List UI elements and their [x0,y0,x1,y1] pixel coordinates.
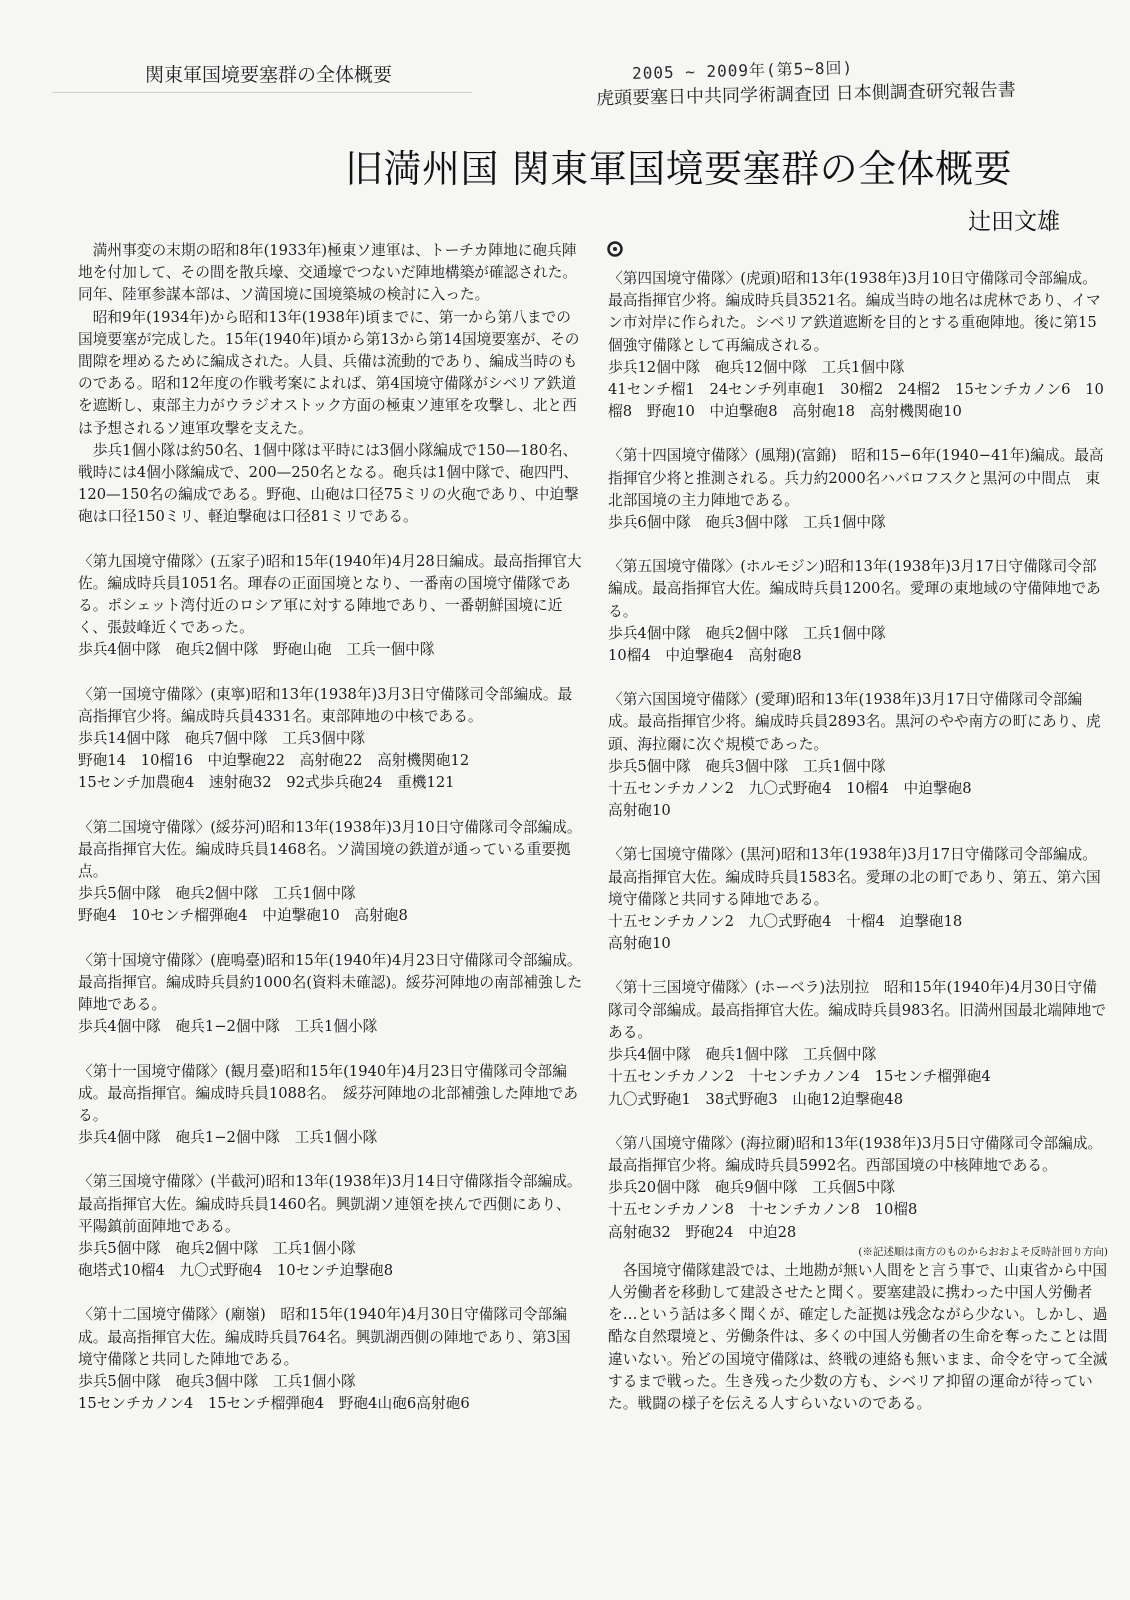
running-head: 関東軍国境要塞群の全体概要 [145,64,393,86]
garrison-weapons: 野砲14 10榴16 中迫撃砲22 高射砲22 高射機関砲12 [78,752,470,770]
garrison-description: 〈第十四国境守備隊〉(風翔)(富錦) 昭和15−6年(1940−41年)編成。最高指揮官少将と推測される。兵力約2000名ハバロフスクと黒河の中間点 東北部国境の主力陣地である。 [608,447,1104,509]
garrison-weapons: 九〇式野砲1 38式野砲3 山砲12迫撃砲48 [608,1090,904,1108]
garrison-weapons: 十五センチカノン2 九〇式野砲4 十榴4 迫撃砲18 [608,913,963,931]
garrison-entry [78,1171,583,1282]
ordering-note: (※記述順は南方のものからおおよそ反時計回り方向) [858,1245,1108,1258]
handwritten-mark-icon [606,240,624,258]
handwritten-source-note: 虎頭要塞日中共同学術調査団 日本側調査研究報告書 [595,79,1016,110]
garrison-forces: 歩兵4個中隊 砲兵1−2個中隊 工兵1個小隊 [78,1129,378,1147]
garrison-forces: 歩兵5個中隊 砲兵3個中隊 工兵1個中隊 [608,757,886,775]
garrison-entry [78,551,583,662]
garrison-forces: 歩兵12個中隊 砲兵12個中隊 工兵1個中隊 [608,358,905,376]
garrison-description: 〈第七国境守備隊〉(黒河)昭和13年(1938年)3月17日守備隊司令部編成。最高指揮官大佐。編成時兵員1583名。愛琿の北の町であり、第五、第六国境守備隊と共同する陣地である。 [608,846,1101,908]
garrison-forces: 歩兵6個中隊 砲兵3個中隊 工兵1個中隊 [608,514,886,532]
garrison-entry [78,684,583,795]
author-name: 辻田文雄 [968,209,1060,235]
garrison-weapons: 野砲4 10センチ榴弾砲4 中迫撃砲10 高射砲8 [78,907,408,925]
garrison-forces: 歩兵4個中隊 砲兵1−2個中隊 工兵1個小隊 [78,1018,378,1036]
garrison-weapons: 高射砲10 [608,802,671,820]
garrison-forces: 歩兵5個中隊 砲兵2個中隊 工兵1個中隊 [78,885,356,903]
garrison-description: 〈第三国境守備隊〉(半截河)昭和13年(1938年)3月14日守備隊指令部編成。最高指揮官大佐。編成時兵員1460名。興凱湖ソ連領を挟んで西側にあり、平陽鎮前面陣地である。 [78,1173,582,1235]
garrison-forces: 歩兵5個中隊 砲兵2個中隊 工兵1個小隊 [78,1239,356,1257]
garrison-description: 〈第十一国境守備隊〉(観月臺)昭和15年(1940年)4月23日守備隊司令部編成。最高指揮官。編成時兵員1088名。 綏芬河陣地の北部補強した陣地である。 [78,1062,579,1124]
garrison-description: 〈第十三国境守備隊〉(ホーベラ)法別拉 昭和15年(1940年)4月30日守備隊司令部編成。最高指揮官大佐。編成時兵員983名。旧満州国最北端陣地である。 [608,979,1107,1041]
right-column [608,268,1108,1415]
garrison-description: 〈第九国境守備隊〉(五家子)昭和15年(1940年)4月28日編成。最高指揮官大佐。編成時兵員1051名。琿春の正面国境となり、一番南の国境守備隊である。ポシェット湾付近のロシア軍に対する陣地であり、一番朝鮮国境に近く、張鼓峰近くであった。 [78,552,582,637]
garrison-entry [78,1304,583,1415]
left-column [78,240,583,1415]
garrison-forces: 歩兵14個中隊 砲兵7個中隊 工兵3個中隊 [78,730,366,748]
garrison-entry [608,556,1108,667]
garrison-entry [608,689,1108,822]
garrison-entry [78,1061,583,1150]
garrison-description: 〈第六国国境守備隊〉(愛琿)昭和13年(1938年)3月17日守備隊司令部編成。最高指揮官少将。編成時兵員2893名。黒河のやや南方の町にあり、虎頭、海拉爾に次ぐ規模であった。 [608,691,1101,753]
garrison-forces: 歩兵4個中隊 砲兵2個中隊 野砲山砲 工兵一個中隊 [78,641,435,659]
garrison-forces: 歩兵4個中隊 砲兵2個中隊 工兵1個中隊 [608,624,886,642]
intro-paragraph: 昭和9年(1934年)から昭和13年(1938年)頃までに、第一から第八までの国境要塞が完成した。15年(1940年)頃から第13から第14国境要塞が、その間隙を埋めるために編成された。人員、兵備は流動的であり、編成当時のものである。昭和12年度の作戦考案によれば、第4国境守備隊がシベリア鉄道を遮断し、東部主力がウラジオストック方面の極東ソ連軍を攻撃し、北と西は予想されるソ連軍攻撃を支えた。 [78,308,580,437]
intro-paragraph: 歩兵1個小隊は約50名、1個中隊は平時には3個小隊編成で150—180名、戦時には4個小隊編成で、200—250名となる。砲兵は1個中隊で、砲四門、120—150名の編成である。野砲、山砲は口径75ミリの火砲であり、中迫撃砲は口径150ミリ、軽迫撃砲は口径81ミリである。 [78,441,579,526]
garrison-weapons: 10榴4 中迫撃砲4 高射砲8 [608,647,802,665]
garrison-weapons: 15センチ加農砲4 速射砲32 92式歩兵砲24 重機121 [78,774,455,792]
garrison-weapons: 15センチカノン4 15センチ榴弾砲4 野砲4山砲6高射砲6 [78,1395,470,1413]
handwritten-date-note: 2005 ~ 2009年(第5~8回) [631,58,854,83]
garrison-entry [78,817,583,928]
garrison-entry [608,1133,1108,1244]
garrison-entry [608,268,1108,423]
intro-paragraph: 満州事変の末期の昭和8年(1933年)極東ソ連軍は、トーチカ陣地に砲兵陣地を付加して、その間を散兵壕、交通壕でつないだ陣地構築が確認された。同年、陸軍参謀本部は、ソ満国境に国境築城の検討に入った。 [78,242,578,304]
garrison-description: 〈第一国境守備隊〉(東寧)昭和13年(1938年)3月3日守備隊司令部編成。最高指揮官少将。編成時兵員4331名。東部陣地の中核である。 [78,685,573,725]
garrison-forces: 歩兵4個中隊 砲兵1個中隊 工兵個中隊 [608,1046,877,1064]
garrison-description: 〈第十二国境守備隊〉(廟嶺) 昭和15年(1940年)4月30日守備隊司令部編成。最高指揮官大佐。編成時兵員764名。興凱湖西側の陣地であり、第3国境守備隊と共同した陣地である。 [78,1306,571,1368]
garrison-weapons: 十五センチカノン2 十センチカノン4 15センチ榴弾砲4 [608,1068,991,1086]
garrison-entry [608,977,1108,1110]
garrison-forces: 歩兵20個中隊 砲兵9個中隊 工兵個5中隊 [608,1179,896,1197]
garrison-description: 〈第八国境守備隊〉(海拉爾)昭和13年(1938年)3月5日守備隊司令部編成。最高指揮官少将。編成時兵員5992名。西部国境の中核陣地である。 [608,1134,1103,1174]
garrison-entry [608,445,1108,534]
garrison-entry [608,844,1108,955]
header-rule [52,92,472,93]
garrison-entry [78,950,583,1039]
page-title: 旧満州国 関東軍国境要塞群の全体概要 [345,147,1013,191]
garrison-weapons: 砲塔式10榴4 九〇式野砲4 10センチ迫撃砲8 [78,1262,394,1280]
garrison-weapons: 高射砲10 [608,935,671,953]
closing-paragraph: 各国境守備隊建設では、土地勘が無い人間をと言う事で、山東省から中国人労働者を移動して建設させたと聞く。要塞建設に携わった中国人労働者を…という話は多く聞くが、確定した証拠は残念ながら少ない。しかし、過酷な自然環境と、労働条件は、多くの中国人労働者の生命を奪ったことは間違いない。殆どの国境守備隊は、終戦の連絡も無いまま、命令を守って全滅するまで戦った。生き残った少数の方も、シベリア抑留の運命が待っていた。戦闘の様子を伝える人すらいないのである。 [608,1261,1108,1412]
garrison-description: 〈第四国境守備隊〉(虎頭)昭和13年(1938年)3月10日守備隊司令部編成。最高指揮官少将。編成時兵員3521名。編成当時の地名は虎林であり、イマン市対岸に作られた。シベリア鉄道遮断を目的とする重砲陣地。後に第15個強守備隊として再編成される。 [608,270,1101,354]
garrison-weapons: 高射砲32 野砲24 中迫28 [608,1223,797,1241]
garrison-weapons: 41センチ榴1 24センチ列車砲1 30榴2 24榴2 15センチカノン6 10榴8 野砲10 中迫撃砲8 高射砲18 高射機関砲10 [608,381,1104,421]
garrison-forces: 歩兵5個中隊 砲兵3個中隊 工兵1個小隊 [78,1372,356,1390]
garrison-description: 〈第五国境守備隊〉(ホルモジン)昭和13年(1938年)3月17日守備隊司令部編成。最高指揮官大佐。編成時兵員1200名。愛琿の東地域の守備陣地である。 [608,558,1101,620]
garrison-weapons: 十五センチカノン2 九〇式野砲4 10榴4 中迫撃砲8 [608,780,972,798]
garrison-weapons: 十五センチカノン8 十センチカノン8 10榴8 [608,1201,918,1219]
garrison-description: 〈第二国境守備隊〉(綏芬河)昭和13年(1938年)3月10日守備隊司令部編成。最高指揮官大佐。編成時兵員1468名。ソ満国境の鉄道が通っている重要拠点。 [78,818,582,881]
garrison-description: 〈第十国境守備隊〉(鹿鳴臺)昭和15年(1940年)4月23日守備隊司令部編成。最高指揮官。編成時兵員約1000名(資料未確認)。綏芬河陣地の南部補強した陣地である。 [78,951,583,1014]
